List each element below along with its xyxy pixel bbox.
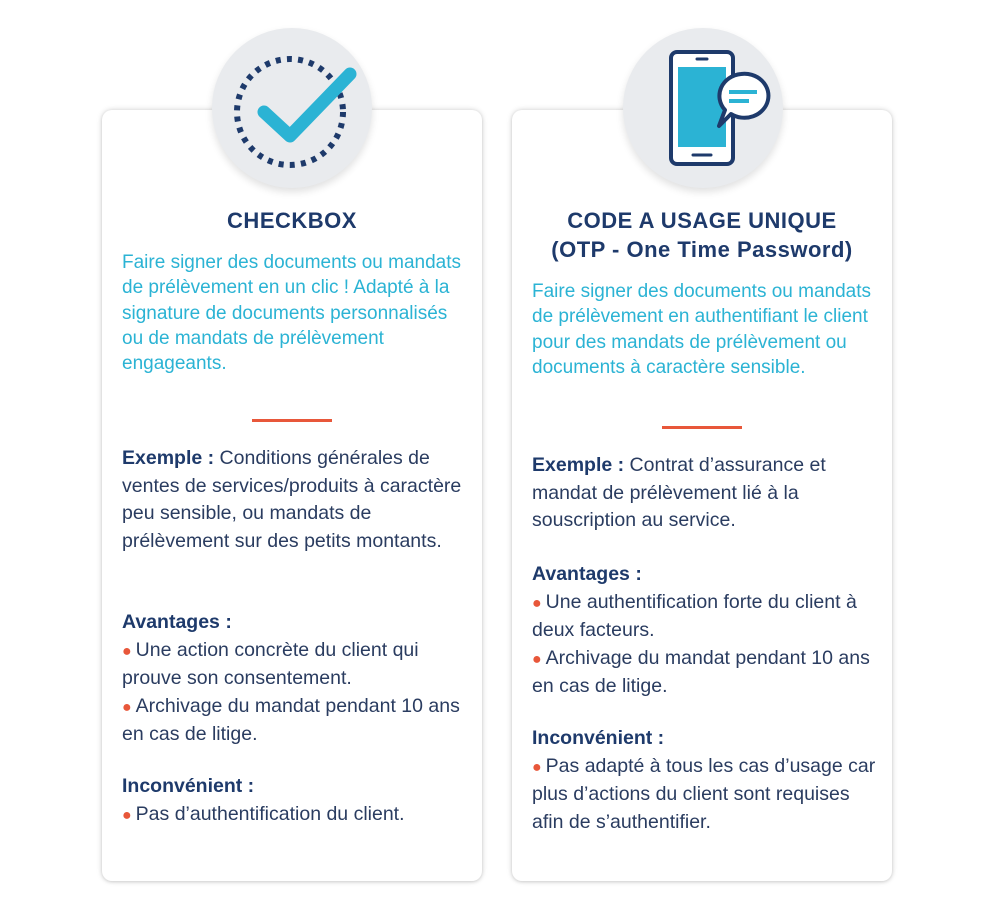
example-label: Exemple : xyxy=(532,454,625,476)
example-section xyxy=(532,452,878,535)
bullet-icon: ● xyxy=(122,698,132,716)
advantage-text: Archivage du mandat pendant 10 ans en cas de litige. xyxy=(122,694,460,745)
drawback-section xyxy=(532,725,878,836)
phone-message-icon xyxy=(623,28,783,188)
card-title-line1: CODE A USAGE UNIQUE xyxy=(567,208,837,233)
bullet-icon: ● xyxy=(122,806,132,824)
otp-card xyxy=(512,110,892,881)
drawback-text: Pas d’authentification du client. xyxy=(135,802,405,825)
advantage-item xyxy=(532,589,878,645)
example-text: Contrat d’assurance et mandat de prélèvement lié à la souscription au service. xyxy=(532,454,826,531)
bullet-icon: ● xyxy=(532,650,542,668)
advantage-text: Une authentification forte du client à deux facteurs. xyxy=(532,590,857,641)
advantages-section xyxy=(122,609,468,749)
divider xyxy=(252,419,332,422)
advantage-text: Une action concrète du client qui prouve son consentement. xyxy=(122,638,419,689)
card-title-line1: CHECKBOX xyxy=(227,208,357,233)
otp-badge xyxy=(623,28,783,188)
card-title xyxy=(512,206,892,264)
drawback-item xyxy=(122,801,468,830)
drawback-item xyxy=(532,753,878,837)
checkbox-card xyxy=(102,110,482,881)
card-intro: Faire signer des documents ou mandats de prélèvement en un clic ! Adapté à la signature de documents personnalisés ou de mandats de prélèvement engageants. xyxy=(122,252,462,375)
checkbox-badge xyxy=(212,28,372,188)
example-section xyxy=(122,445,468,555)
drawback-label: Inconvénient : xyxy=(532,727,665,749)
advantages-label: Avantages : xyxy=(532,563,642,585)
advantages-label: Avantages : xyxy=(122,611,232,633)
card-title-line2: (OTP - One Time Password) xyxy=(551,237,853,262)
bullet-icon: ● xyxy=(532,594,542,612)
bullet-icon: ● xyxy=(532,758,542,776)
bullet-icon: ● xyxy=(122,642,132,660)
drawback-text: Pas adapté à tous les cas d’usage car plus d’actions du client sont requises afin de s’authentifier. xyxy=(532,754,876,833)
drawback-section xyxy=(122,773,468,829)
advantage-item xyxy=(122,637,468,693)
advantage-item xyxy=(122,693,468,749)
example-text: Conditions générales de ventes de services/produits à caractère peu sensible, ou mandats de prélèvement sur des petits montants. xyxy=(122,447,462,552)
example-label: Exemple : xyxy=(122,447,215,469)
card-title xyxy=(102,206,482,235)
drawback-label: Inconvénient : xyxy=(122,775,255,797)
advantage-item xyxy=(532,645,878,701)
checkmark-circle-icon xyxy=(212,28,372,188)
divider xyxy=(662,426,742,429)
advantages-section xyxy=(532,561,878,701)
advantage-text: Archivage du mandat pendant 10 ans en cas de litige. xyxy=(532,646,870,697)
card-intro: Faire signer des documents ou mandats de prélèvement en authentifiant le client pour des mandats de prélèvement ou documents à caractère sensible. xyxy=(532,281,872,378)
